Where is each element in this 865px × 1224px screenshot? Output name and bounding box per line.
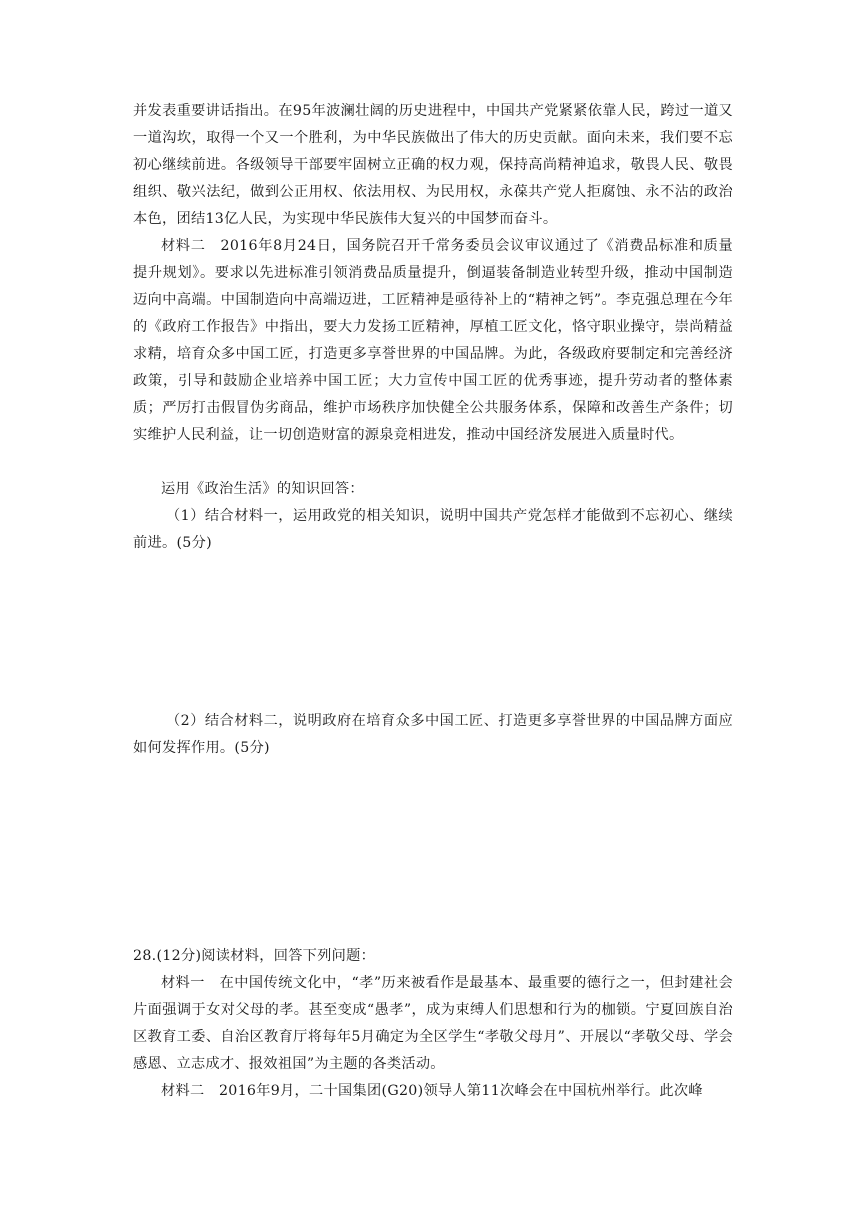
question-2: （2）结合材料二，说明政府在培育众多中国工匠、打造更多享誉世界的中国品牌方面应如何发挥作用。(5分) xyxy=(133,713,733,756)
paragraph-material-two: 材料二 2016年8月24日，国务院召开千常务委员会议审议通过了《消费品标准和质量提升规划》。要求以先进标准引领消费品质量提升，倒逼装备制造业转型升级，推动中国制造迈向中高端。中国制造向中高端迈进，工匠精神是亟待补上的“精神之钙”。李克强总理在今年的《政府工作报告》中指出，要大力发扬工匠精神，厚植工匠文化，恪守职业操守，崇尚精益求精，培育众多中国工匠，打造更多享誉世界的中国品牌。为此，各级政府要制定和完善经济政策，引导和鼓励企业培养中国工匠；大力宣传中国工匠的优秀事迹，提升劳动者的整体素质；严厉打击假冒伪劣商品，维护市场秩序加快健全公共服务体系，保障和改善生产条件；切实维护人民利益，让一切创造财富的源泉竞相进发，推动中国经济发展进入质量时代。 xyxy=(133,238,733,443)
paragraph-instruction: 运用《政治生活》的知识回答： xyxy=(161,481,364,497)
paragraph-28-material-one: 材料一 在中国传统文化中，“孝”历来被看作是最基本、最重要的德行之一，但封建社会片面强调于女对父母的孝。甚至变成“愚孝”，成为束缚人们思想和行为的枷锁。宁夏回族自治区教育工委、自治区教育厅将每年5月确定为全区学生“孝敬父母月”、开展以“孝敬父母、学会感恩、立志成才、报效祖国”为主题的各类活动。 xyxy=(133,975,733,1072)
paragraph-28-material-two: 材料二 2016年9月，二十国集团(G20)领导人第11次峰会在中国杭州举行。此次峰 xyxy=(161,1083,703,1099)
question-1: （1）结合材料一，运用政党的相关知识，说明中国共产党怎样才能做到不忘初心、继续前进。(5分) xyxy=(133,508,733,551)
paragraph-party-speech: 并发表重要讲话指出。在95年波澜壮阔的历史进程中，中国共产党紧紧依靠人民，跨过一道又一道沟坎，取得一个又一个胜利，为中华民族做出了伟大的历史贡献。面向未来，我们要不忘初心继续前进。各级领导干部要牢固树立正确的权力观，保持高尚精神追求，敬畏人民、敬畏组织、敬兴法纪，做到公正用权、依法用权、为民用权，永葆共产党人拒腐蚀、永不沾的政治本色，团结13亿人民，为实现中华民族伟大复兴的中国梦而奋斗。 xyxy=(133,103,733,227)
question-28-heading: 28.(12分)阅读材料，回答下列问题： xyxy=(133,948,376,964)
